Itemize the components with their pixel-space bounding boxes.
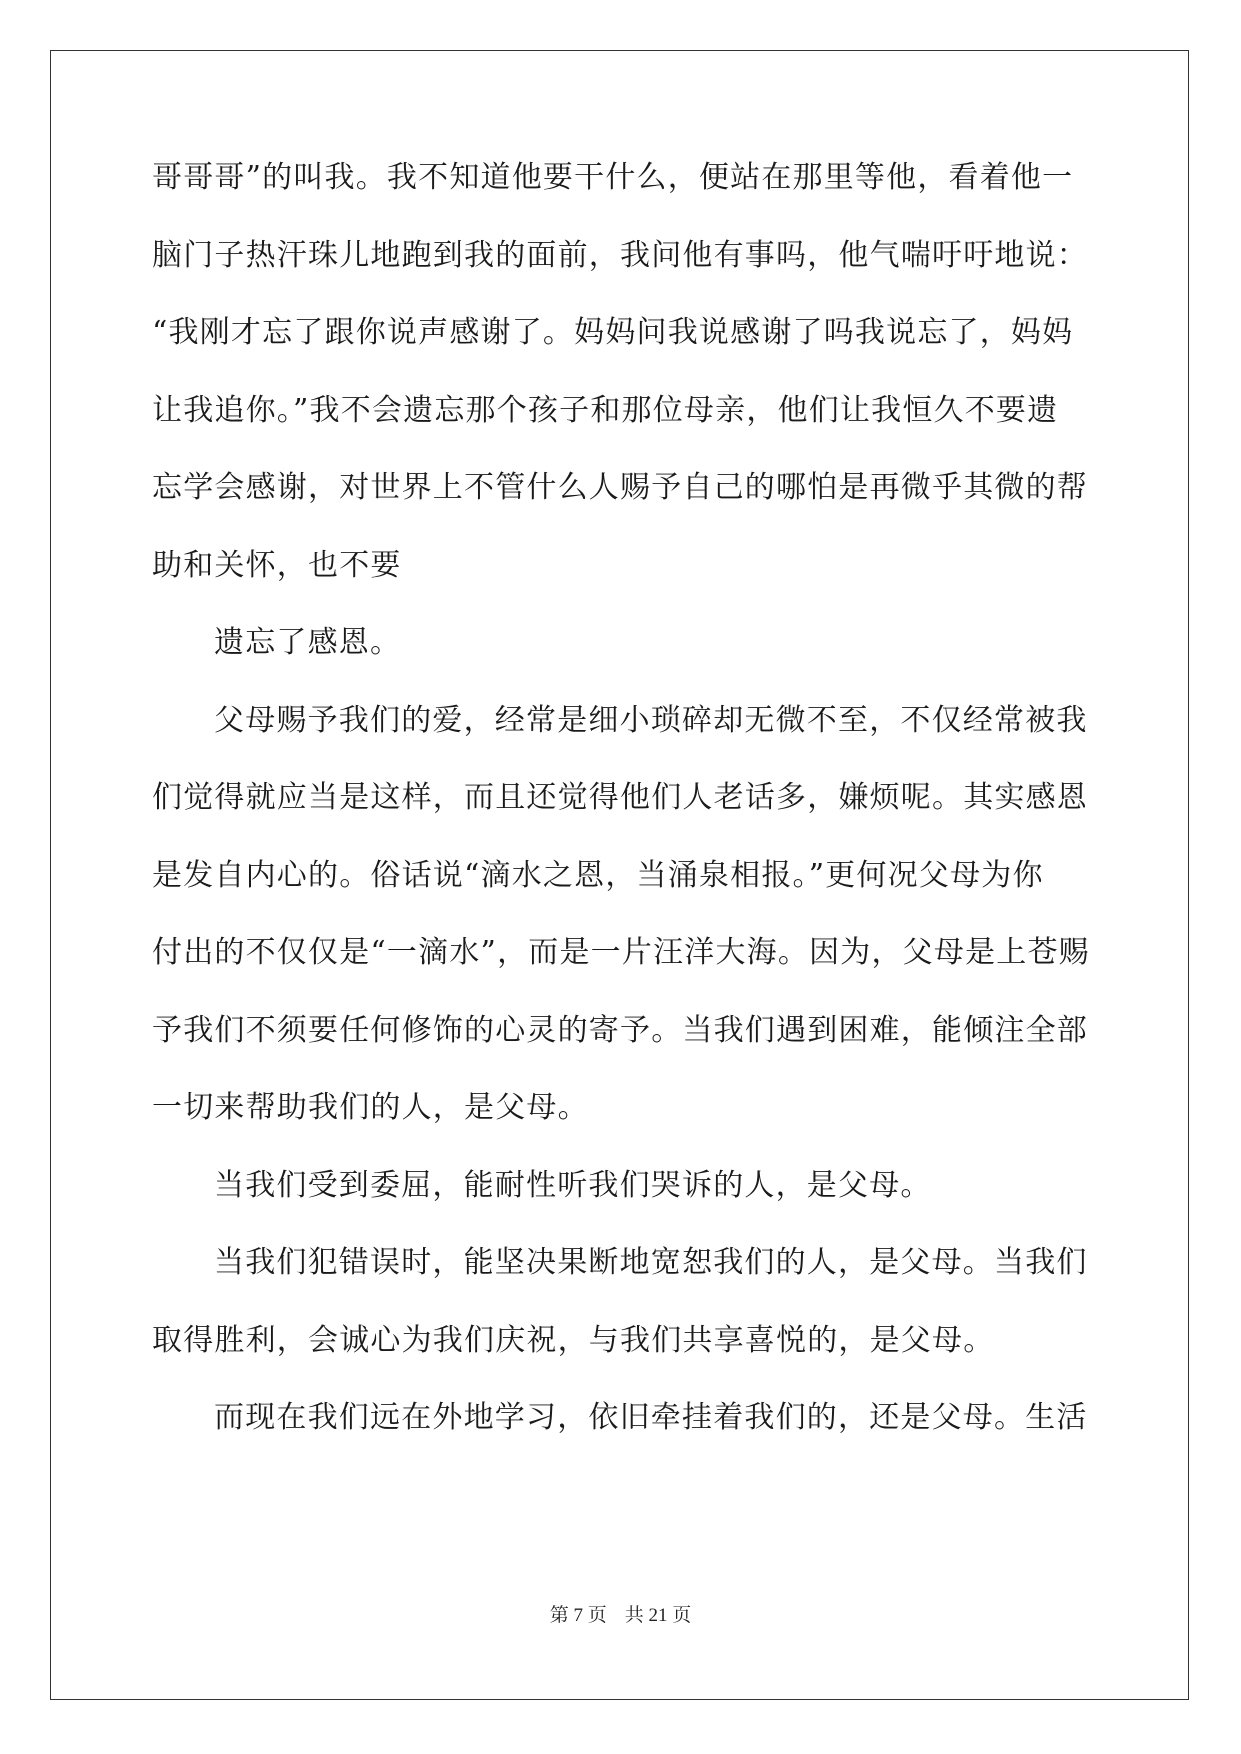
text-line: 是发自内心的。俗话说“滴水之恩，当涌泉相报。”更何况父母为你 bbox=[152, 857, 1044, 893]
text-line: 一切来帮助我们的人，是父母。 bbox=[152, 1090, 589, 1125]
text-line: 付出的不仅仅是“一滴水”，而是一片汪洋大海。因为，父母是上苍赐 bbox=[152, 935, 1090, 970]
text-line: 哥哥哥”的叫我。我不知道他要干什么，便站在那里等他，看着他一 bbox=[152, 160, 1074, 195]
paragraph-start-line: 遗忘了感恩。 bbox=[214, 625, 402, 660]
paragraph-start-line: 而现在我们远在外地学习，依旧牵挂着我们的，还是父母。生活 bbox=[214, 1400, 1088, 1435]
text-line: 忘学会感谢，对世界上不管什么人赐予自己的哪怕是再微乎其微的帮 bbox=[152, 470, 1088, 505]
text-line: 们觉得就应当是这样，而且还觉得他们人老话多，嫌烦呢。其实感恩 bbox=[152, 780, 1088, 815]
paragraph-start-line: 当我们受到委屈，能耐性听我们哭诉的人，是父母。 bbox=[214, 1167, 932, 1203]
text-line: 脑门子热汗珠儿地跑到我的面前，我问他有事吗，他气喘吁吁地说： bbox=[152, 237, 1088, 273]
page-footer bbox=[0, 1600, 1241, 1627]
paragraph-start-line: 父母赐予我们的爱，经常是细小琐碎却无微不至，不仅经常被我 bbox=[214, 702, 1088, 738]
text-line: 让我追你。”我不会遗忘那个孩子和那位母亲，他们让我恒久不要遗 bbox=[152, 392, 1059, 428]
document-body bbox=[152, 160, 1092, 1478]
text-line: 予我们不须要任何修饰的心灵的寄予。当我们遇到困难，能倾注全部 bbox=[152, 1012, 1088, 1048]
text-line: “我刚才忘了跟你说声感谢了。妈妈问我说感谢了吗我说忘了，妈妈 bbox=[152, 315, 1074, 350]
paragraph-start-line: 当我们犯错误时，能坚决果断地宽恕我们的人，是父母。当我们 bbox=[214, 1245, 1088, 1280]
text-line: 助和关怀，也不要 bbox=[152, 547, 402, 583]
page-total: 共 21 页 bbox=[624, 1605, 692, 1626]
page-number: 第 7 页 bbox=[549, 1605, 607, 1626]
text-line: 取得胜利，会诚心为我们庆祝，与我们共享喜悦的，是父母。 bbox=[152, 1322, 995, 1358]
